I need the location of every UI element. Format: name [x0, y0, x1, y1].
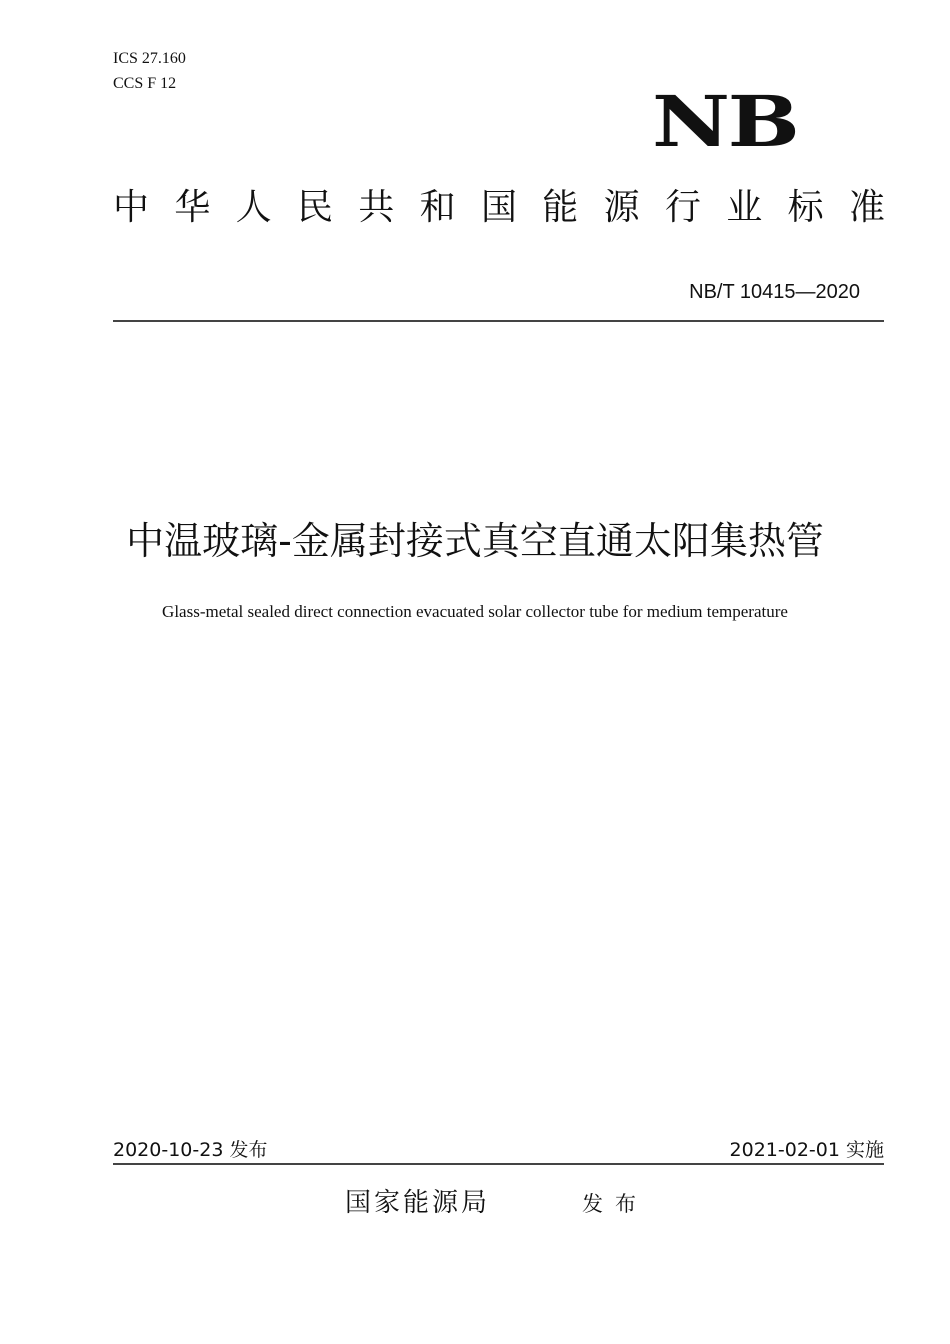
heading-char: 中 [113, 187, 150, 228]
issue-date: 2020-10-23 发布 [113, 1139, 268, 1161]
heading-char: 华 [174, 187, 211, 228]
heading-char: 标 [787, 187, 824, 228]
heading-char: 准 [848, 187, 885, 228]
heading-char: 国 [480, 187, 517, 228]
ics-code: ICS 27.160 [113, 50, 186, 67]
publisher-name: 国家能源局 [345, 1188, 491, 1218]
standard-number: NB/T 10415—2020 [689, 281, 860, 303]
heading-char: 能 [542, 187, 579, 228]
heading-char: 人 [235, 187, 272, 228]
heading-char: 行 [664, 187, 701, 228]
heading-char: 业 [726, 187, 763, 228]
industry-standard-heading [113, 186, 885, 230]
heading-char: 民 [296, 187, 333, 228]
ccs-code: CCS F 12 [113, 75, 177, 92]
publish-label: 发布 [582, 1192, 648, 1216]
english-title: Glass-metal sealed direct connection evacuated solar collector tube for medium temperature [162, 602, 788, 621]
heading-char: 源 [603, 187, 640, 228]
heading-char: 和 [419, 187, 456, 228]
top-divider [113, 320, 884, 322]
chinese-title: 中温玻璃-金属封接式真空直通太阳集热管 [126, 519, 824, 563]
heading-char: 共 [358, 187, 395, 228]
nb-logo: NB [652, 80, 798, 163]
implementation-date: 2021-02-01 实施 [729, 1139, 884, 1161]
bottom-divider [113, 1163, 884, 1165]
